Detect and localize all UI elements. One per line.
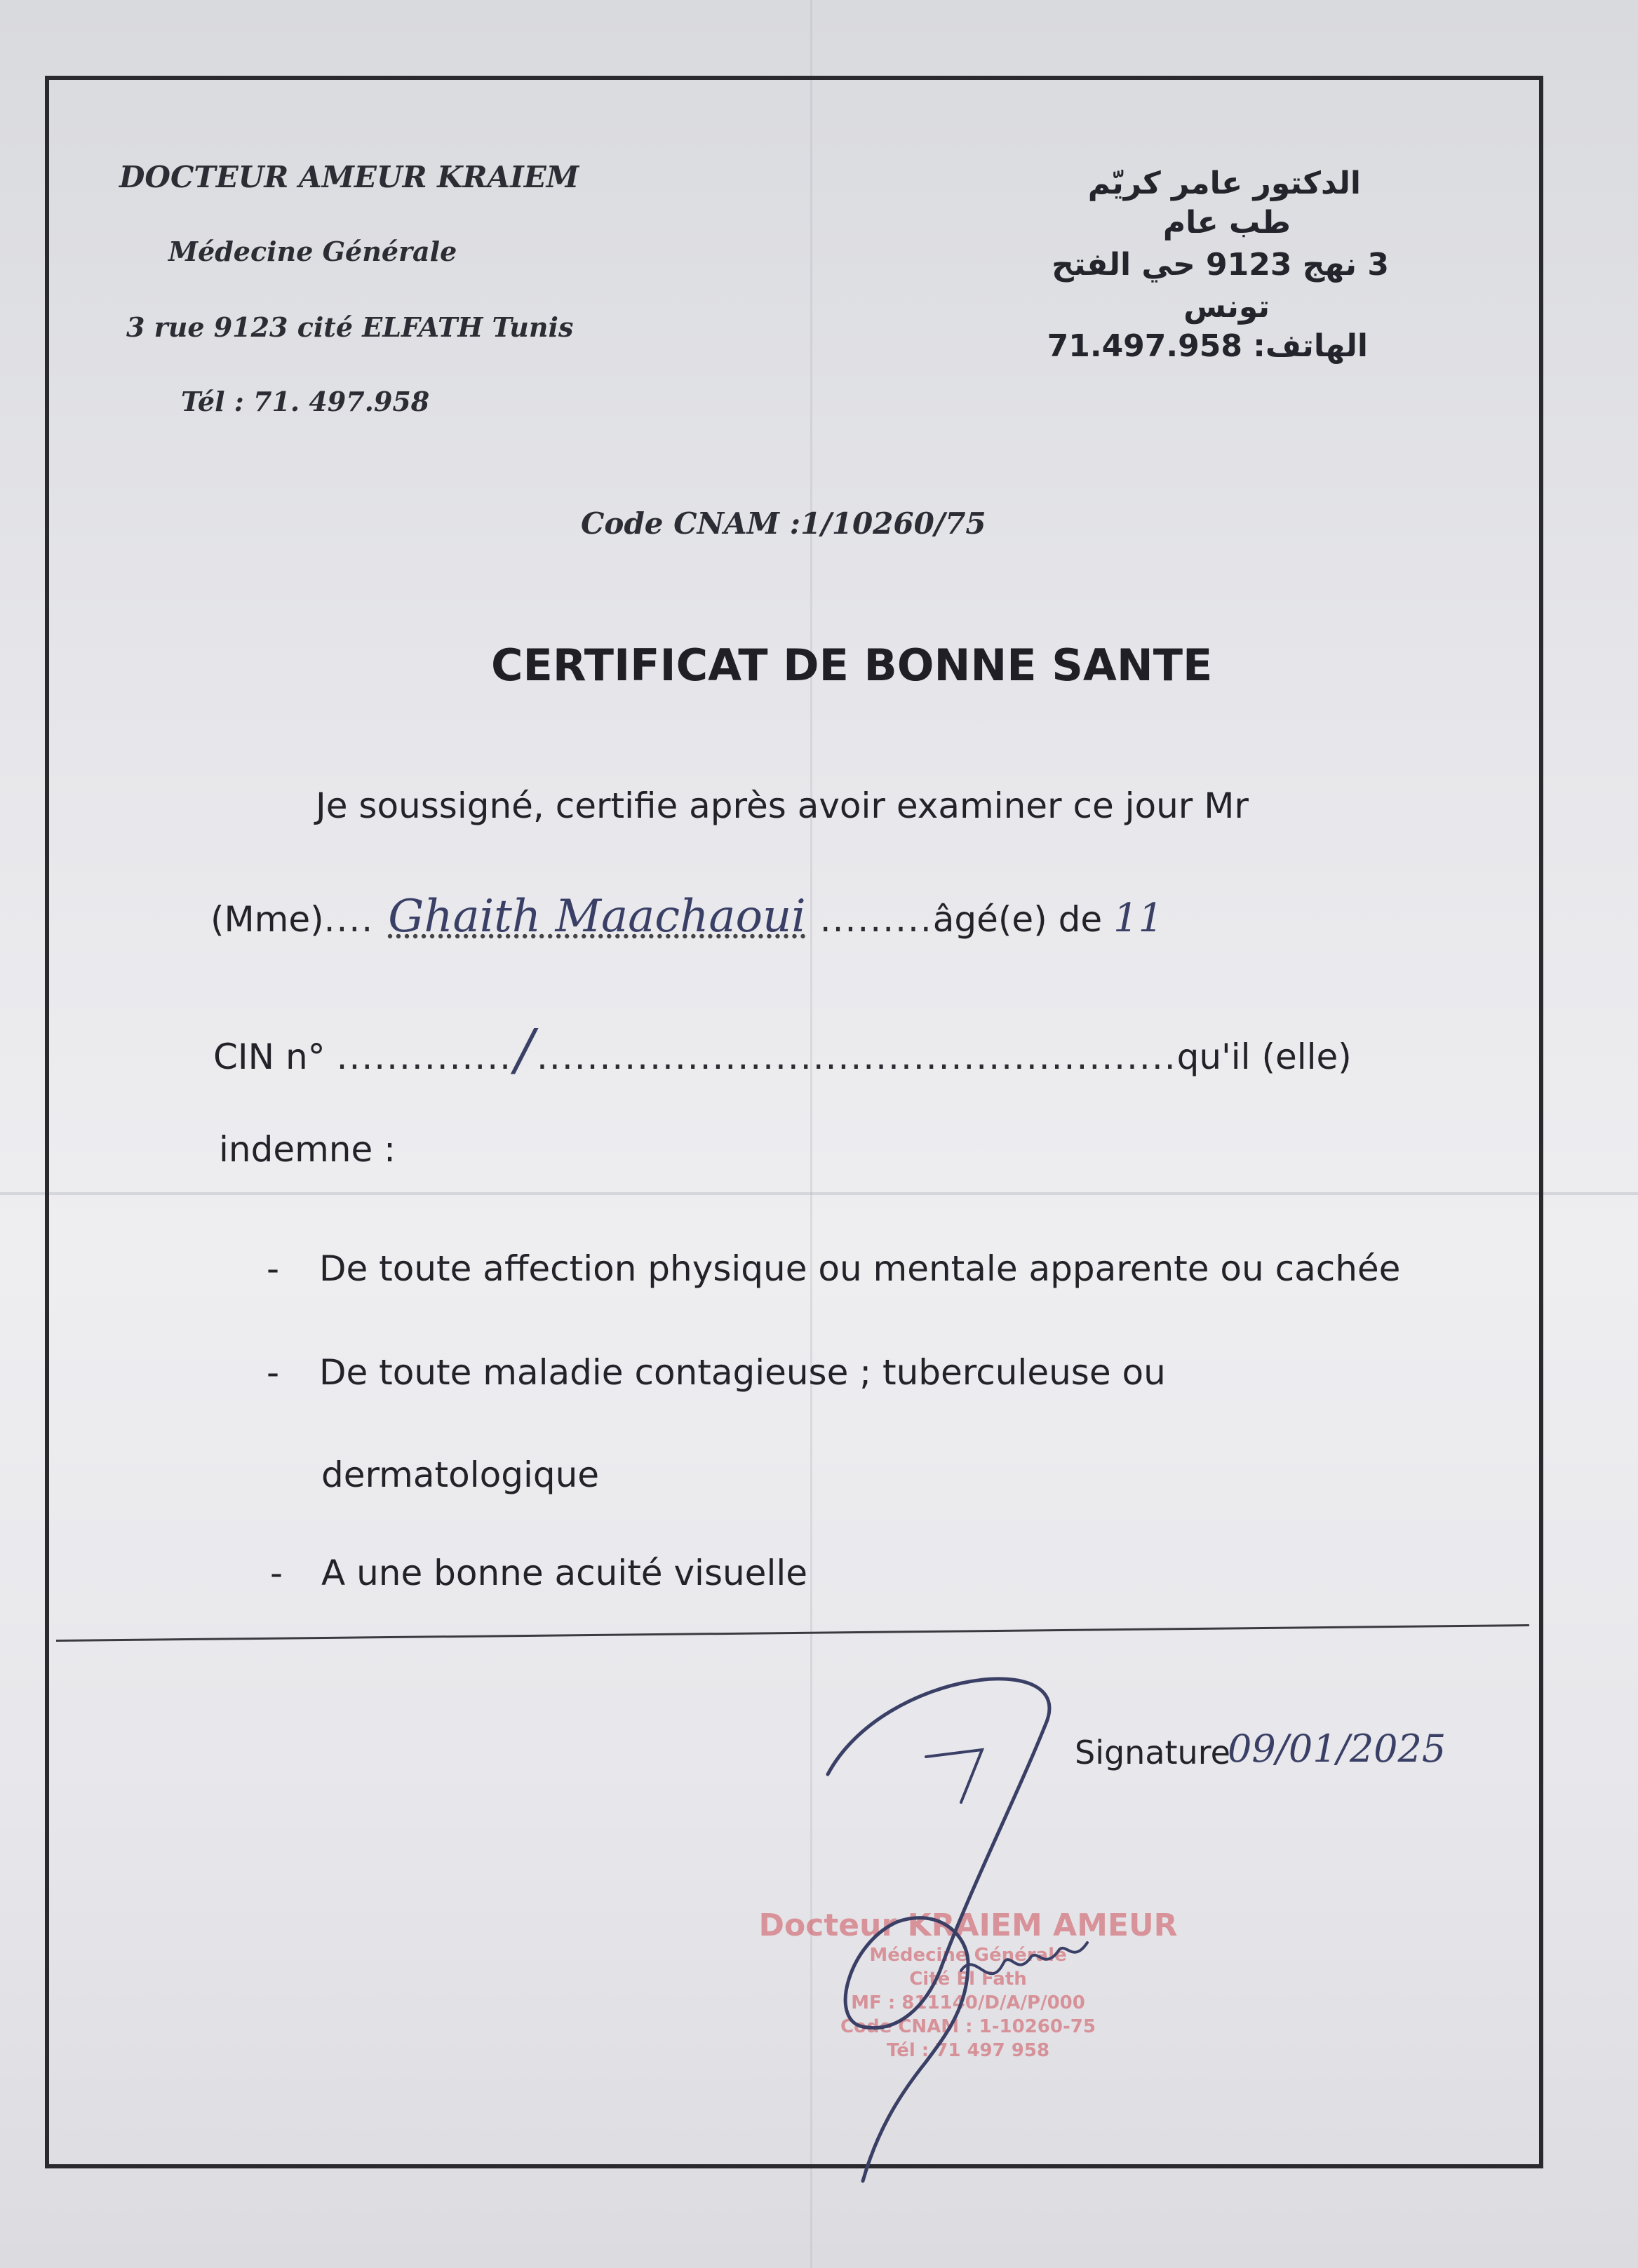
doctor-address-ar: 3 نهج 9123 حي الفتح	[1052, 247, 1389, 283]
bullet-item-1: De toute affection physique ou mentale apparente ou cachée	[319, 1248, 1401, 1289]
certificate-title: CERTIFICAT DE BONNE SANTE	[491, 640, 1213, 691]
patient-line	[210, 891, 1163, 943]
cin-dots-start: ..............	[336, 1037, 513, 1077]
bullet-item-3: A une bonne acuité visuelle	[321, 1553, 807, 1593]
stamp-line-2: Cité El Fath	[909, 1969, 1027, 1990]
name-dots: ....	[323, 899, 375, 940]
age-label: âgé(e) de	[932, 899, 1103, 940]
patient-age-handwritten: 11	[1113, 896, 1164, 941]
mme-label: (Mme)	[210, 899, 324, 940]
stamp-line-3: MF : 811140/D/A/P/000	[851, 1992, 1085, 2013]
doctor-address-fr: 3 rue 9123 cité ELFATH Tunis	[126, 311, 574, 343]
cin-dots-end: ...................................................	[537, 1037, 1177, 1077]
indemne-label: indemne :	[219, 1129, 396, 1170]
handwritten-signature	[786, 1641, 1136, 2188]
bullet-item-2: De toute maladie contagieuse ; tuberculeuse ou	[319, 1352, 1166, 1393]
stamp-line-5: Tél : 71 497 958	[886, 2040, 1050, 2061]
doctor-specialty-ar: طب عام	[1162, 205, 1291, 241]
bullet-dash-2: -	[267, 1352, 280, 1393]
signature-label: Signature	[1075, 1734, 1230, 1771]
code-cnam: Code CNAM :1/10260/75	[581, 506, 986, 541]
doctor-phone-fr: Tél : 71. 497.958	[181, 386, 430, 417]
patient-name-handwritten: Ghaith Maachaoui	[388, 891, 806, 943]
doctor-phone-ar: الهاتف: 71.497.958	[1047, 328, 1368, 364]
bullet-item-2-continued: dermatologique	[321, 1454, 600, 1495]
bullet-dash-1: -	[267, 1248, 280, 1289]
cin-handwritten-slash: /	[515, 1017, 535, 1082]
doctor-name-fr: DOCTEUR AMEUR KRAIEM	[119, 160, 579, 194]
certificate-intro: Je soussigné, certifie après avoir examiner ce jour Mr	[316, 785, 1249, 826]
name-dots-end: .........	[819, 899, 933, 940]
doctor-city-ar: تونس	[1183, 289, 1270, 325]
quil-label: qu'il (elle)	[1176, 1037, 1352, 1077]
stamp-title: Docteur KRAIEM AMEUR	[758, 1908, 1178, 1943]
cin-label: CIN n°	[213, 1037, 325, 1077]
stamp-line-1: Médecine Générale	[869, 1945, 1067, 1966]
stamp-line-4: Code CNAM : 1-10260-75	[840, 2016, 1096, 2037]
bullet-dash-3: -	[270, 1553, 283, 1593]
doctor-specialty-fr: Médecine Générale	[168, 236, 457, 267]
doctor-name-ar: الدكتور عامر كريّم	[1087, 166, 1361, 201]
signature-date-handwritten: 09/01/2025	[1228, 1727, 1446, 1771]
cin-line	[213, 1017, 1352, 1082]
